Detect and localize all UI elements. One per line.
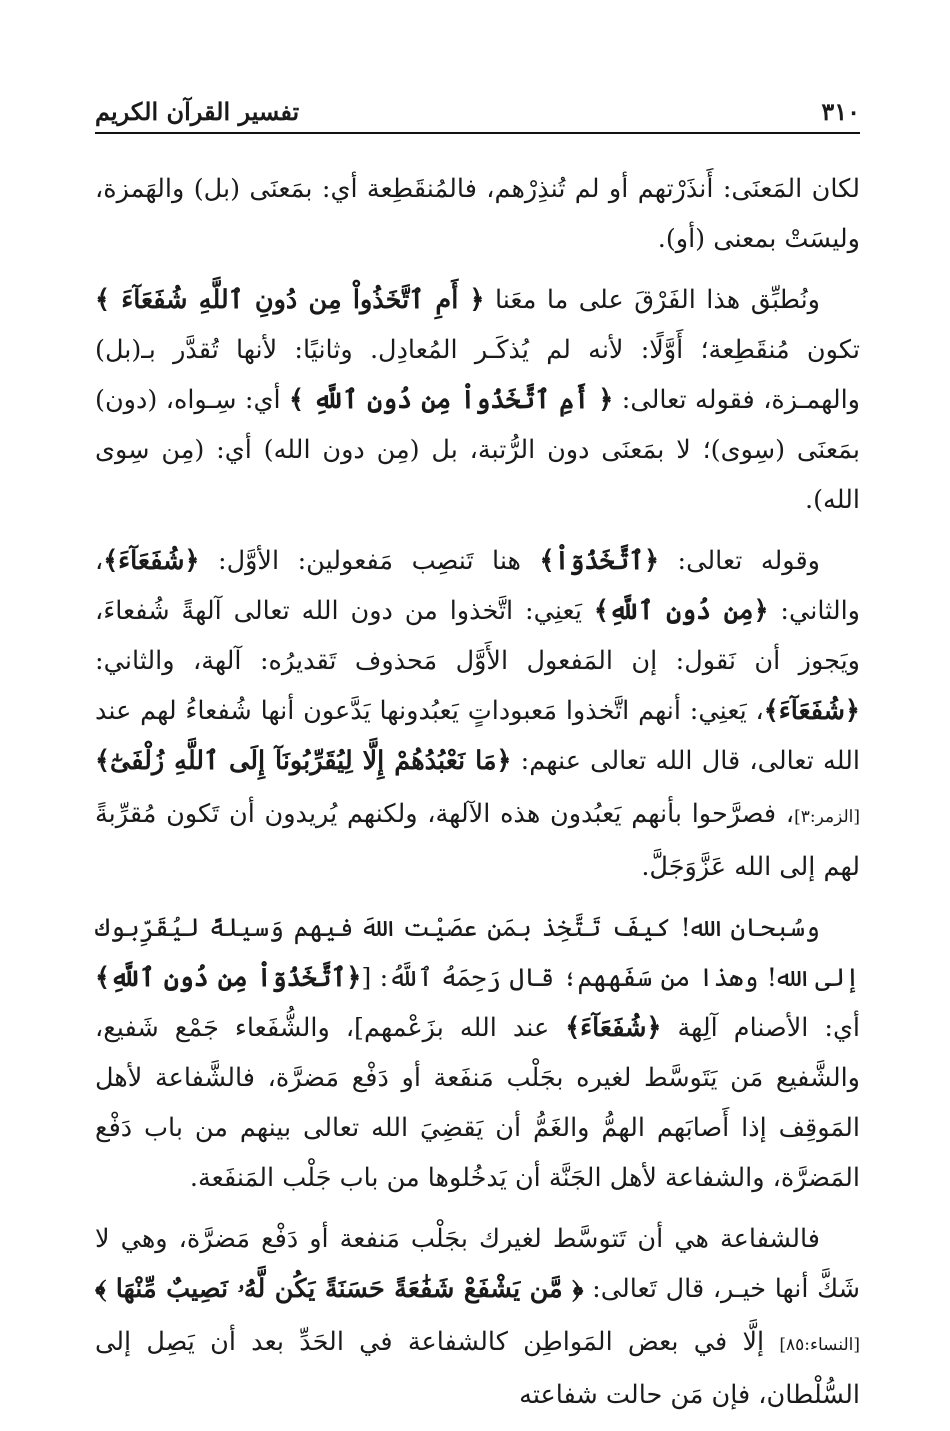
quran-verse: ﴿ أَمِ ٱتَّخَذُواْ مِن دُونِ ٱللَّهِ ﴾ [289, 385, 614, 415]
text-segment: ، يَعنِي: أنهم اتَّخذوا مَعبوداتٍ يَعبُدونها يَدَّعون أنها شُفعاءُ لهم عند الله تعالى، قال الله تعالى عنهم: [95, 696, 860, 776]
text-segment: هنا تَنصِب مَفعولين: الأوَّل: [199, 546, 540, 576]
quran-verse: ﴿شُفَعَآءَ﴾ [565, 1013, 662, 1043]
paragraph [95, 164, 860, 264]
verse-reference: [النساء:٨٥] [779, 1335, 860, 1355]
quran-verse: ﴿شُفَعَآءَ﴾ [763, 696, 860, 726]
quran-verse: ﴿ٱتَّخَذُوٓاْ مِن دُونِ ٱللَّهِ﴾ [95, 963, 362, 993]
text-segment: ونُطبِّق هذا الفَرْقَ على ما معَنا [484, 285, 820, 315]
text-segment: إلَّا في بعض المَواطِن كالشفاعة في الحَدِّ بعد أن يَصِل إلى السُّلْطان، فإن مَن حالت شفاعته [95, 1327, 860, 1410]
quran-verse: ﴿ أَمِ ٱتَّخَذُواْ مِن دُونِ ٱللَّهِ شُفَعَآءَ ﴾ [95, 285, 485, 315]
text-segment: وقوله تعالى: [659, 546, 820, 576]
text-segment: فالشفاعة هي أن تَتوسَّط لغيرك بجَلْب مَنفعة أو دَفْع مَضرَّة، وهي لا شَكَّ أنها خيـر، قال تَعالى: [95, 1224, 860, 1304]
quran-verse: ﴿مَا نَعْبُدُهُمْ إِلَّا لِيُقَرِّبُونَآ إِلَى ٱللَّهِ زُلْفَىٰٓ﴾ [95, 746, 512, 776]
header-rule [95, 132, 860, 134]
quran-verse: ﴿ٱتَّخَذُوٓاْ﴾ [539, 546, 660, 576]
verse-reference: [الزمر:٣] [794, 807, 860, 827]
quran-verse: ﴿شُفَعَآءَ﴾ [103, 546, 200, 576]
text-segment: عند الله بزَعْمهم]، والشُّفَعاء جَمْع شَفيع، والشَّفيع مَن يَتَوسَّط لغيره بجَلْب مَنفَعة أو دَفْع مَضرَّة، فالشَّفاعة لأهل المَوقِف إذا أَصابَهم الهمُّ والغَمُّ أن يَقضِيَ الله تعالى بينهم من باب دَفْع المَضرَّة، والشفاعة لأهل الجَنَّة أن يَدخُلوها من باب جَلْب المَنفَعة. [95, 1013, 860, 1193]
text-segment: أي: سِـواه، (دون) بمَعنَى (سِوى)؛ لا بمَعنَى دون الرُّتبة، بل (مِن دون الله) أي: (مِن سِوى الله). [95, 385, 860, 515]
text-segment: يَعنِي: اتَّخذوا من دون الله تعالى آلهةً شُفعاءَ، ويَجوز أن نَقول: إن المَفعول الأَوَّل مَحذوف تَقديرُه: آلهة، والثاني: [95, 596, 860, 676]
paragraph [95, 536, 860, 892]
quran-verse: ﴿مِن دُونِ ٱللَّهِ﴾ [593, 596, 769, 626]
text-segment: ، فصرَّحوا بأنهم يَعبُدون هذه الآلهة، ولكنهم يُريدون أن تَكون مُقرِّبةً لهم إلى الله عَزَّوَجَلَّ. [95, 799, 860, 882]
page-body [95, 164, 860, 1431]
paragraph [95, 1214, 860, 1420]
text-segment: وسُبحان الله! كيفَ تَتَّخِذ بمَن عصَيْت اللهَ فيهم وَسيلةً ليُقَرِّبوك إلى الله! وهذا من سَفَههم؛ قال رَحِمَهُ ٱللَّهُ: [ [95, 913, 860, 993]
text-segment: أي: الأصنام آلِهة [661, 1013, 860, 1043]
paragraph [95, 903, 860, 1203]
page-number: ٣١٠ [821, 97, 860, 126]
text-segment: تكون مُنقَطِعة؛ أَوَّلًا: لأنه لم يُذكَـر المُعادِل. وثانيًا: لأنها تُقدَّر بـ(بل) والهمـزة، فقوله تعالى: [95, 335, 861, 415]
quran-verse: ﴿ مَّن يَشْفَعْ شَفَٰعَةً حَسَنَةً يَكُن لَّهُۥ نَصِيبٌ مِّنْهَا ﴾ [95, 1274, 584, 1304]
text-segment: لكان المَعنَى: أَنذَرْتهم أو لم تُنذِرْهم، فالمُنقَطِعة أي: بمَعنَى (بل) والهَمزة، وليسَتْ بمعنى (أو). [95, 174, 860, 254]
book-title: تفسير القرآن الكريم [95, 97, 300, 126]
page-header [95, 92, 860, 132]
text-segment: ، والثاني: [95, 546, 860, 626]
paragraph [95, 275, 860, 525]
